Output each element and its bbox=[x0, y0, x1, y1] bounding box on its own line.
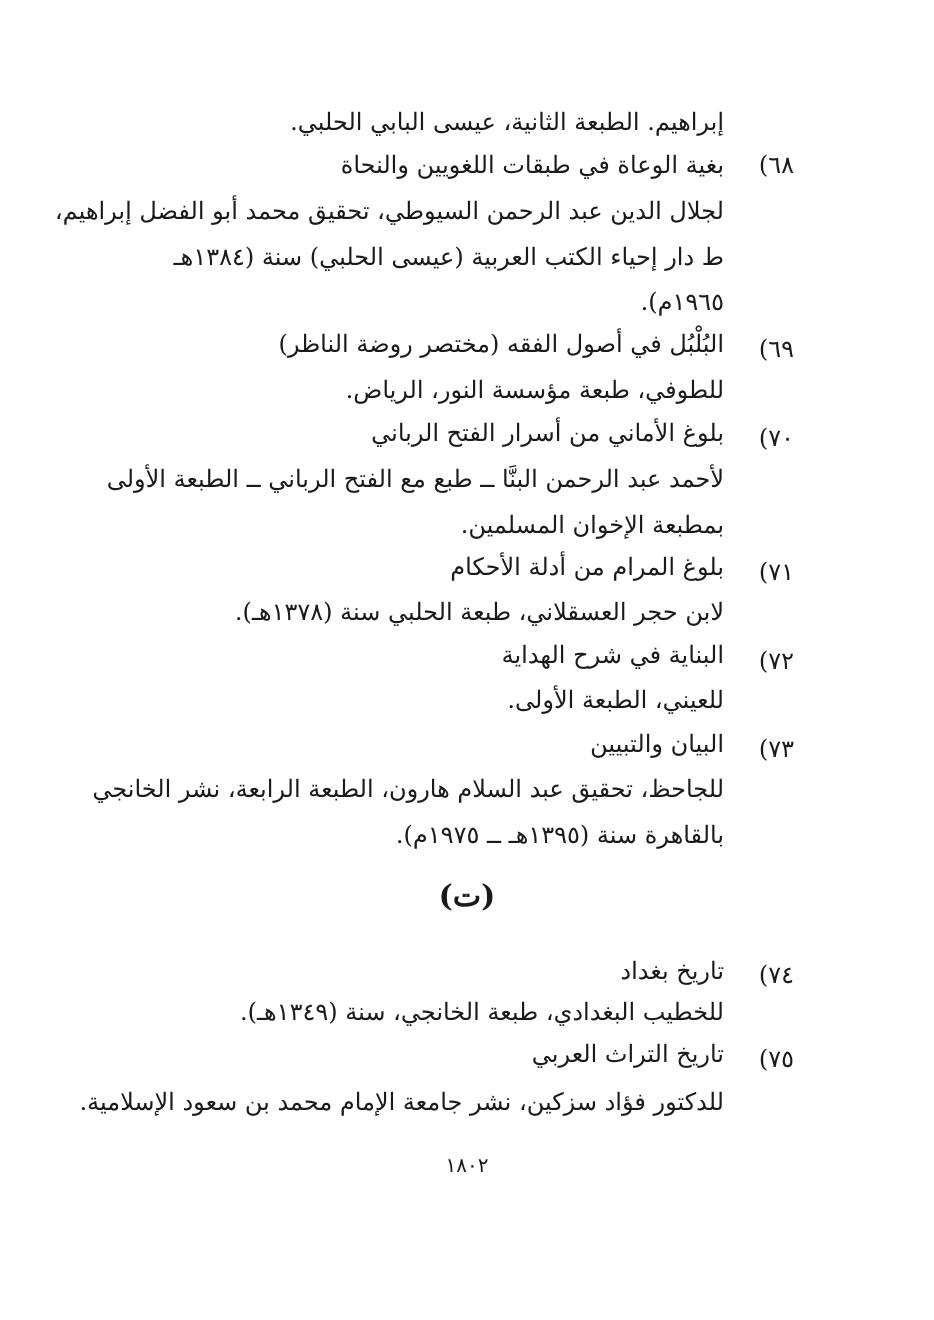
section-heading: (ت) bbox=[438, 879, 496, 914]
entry-68-details-line-3: ١٩٦٥م). bbox=[640, 288, 724, 316]
entry-number-71: ٧١) bbox=[758, 558, 794, 586]
entry-number-73: ٧٣) bbox=[758, 735, 794, 763]
entry-68-title: بغية الوعاة في طبقات اللغويين والنحاة bbox=[340, 151, 724, 179]
entry-74-title: تاريخ بغداد bbox=[620, 957, 724, 985]
entry-72-details: للعيني، الطبعة الأولى. bbox=[507, 686, 724, 714]
entry-71-title: بلوغ المرام من أدلة الأحكام bbox=[450, 553, 724, 581]
entry-number-69: ٦٩) bbox=[758, 335, 794, 363]
entry-69-details: للطوفي، طبعة مؤسسة النور، الرياض. bbox=[345, 376, 724, 404]
entry-number-68: ٦٨) bbox=[758, 151, 794, 179]
page-number: ١٨٠٢ bbox=[445, 1153, 489, 1177]
entry-74-details: للخطيب البغدادي، طبعة الخانجي، سنة (١٣٤٩هـ). bbox=[239, 998, 724, 1026]
entry-73-details-line-1: للجاحظ، تحقيق عبد السلام هارون، الطبعة الرابعة، نشر الخانجي bbox=[92, 775, 724, 803]
entry-75-title: تاريخ التراث العربي bbox=[531, 1040, 724, 1068]
entry-68-details-line-2: ط دار إحياء الكتب العربية (عيسى الحلبي) سنة (١٣٨٤هـ bbox=[173, 243, 724, 271]
entry-67-continuation: إبراهيم. الطبعة الثانية، عيسى البابي الحلبي. bbox=[290, 108, 724, 136]
entry-70-details-line-1: لأحمد عبد الرحمن البنَّا ــ طبع مع الفتح الرباني ــ الطبعة الأولى bbox=[106, 465, 724, 493]
entry-73-details-line-2: بالقاهرة سنة (١٣٩٥هـ ــ ١٩٧٥م). bbox=[395, 821, 724, 849]
entry-72-title: البناية في شرح الهداية bbox=[501, 641, 724, 669]
entry-73-title: البيان والتبيين bbox=[590, 730, 724, 758]
entry-70-details-line-2: بمطبعة الإخوان المسلمين. bbox=[460, 511, 724, 539]
entry-number-74: ٧٤) bbox=[758, 961, 794, 989]
entry-69-title: البُلْبُل في أصول الفقه (مختصر روضة الناظر) bbox=[278, 330, 724, 358]
entry-number-70: ٧٠) bbox=[758, 424, 794, 452]
entry-number-72: ٧٢) bbox=[758, 647, 794, 675]
entry-70-title: بلوغ الأماني من أسرار الفتح الرباني bbox=[371, 419, 724, 447]
entry-68-details-line-1: لجلال الدين عبد الرحمن السيوطي، تحقيق محمد أبو الفضل إبراهيم، bbox=[54, 197, 724, 225]
entry-71-details: لابن حجر العسقلاني، طبعة الحلبي سنة (١٣٧٨هـ). bbox=[234, 598, 724, 626]
entry-75-details: للدكتور فؤاد سزكين، نشر جامعة الإمام محمد بن سعود الإسلامية. bbox=[79, 1088, 724, 1116]
entry-number-75: ٧٥) bbox=[758, 1045, 794, 1073]
